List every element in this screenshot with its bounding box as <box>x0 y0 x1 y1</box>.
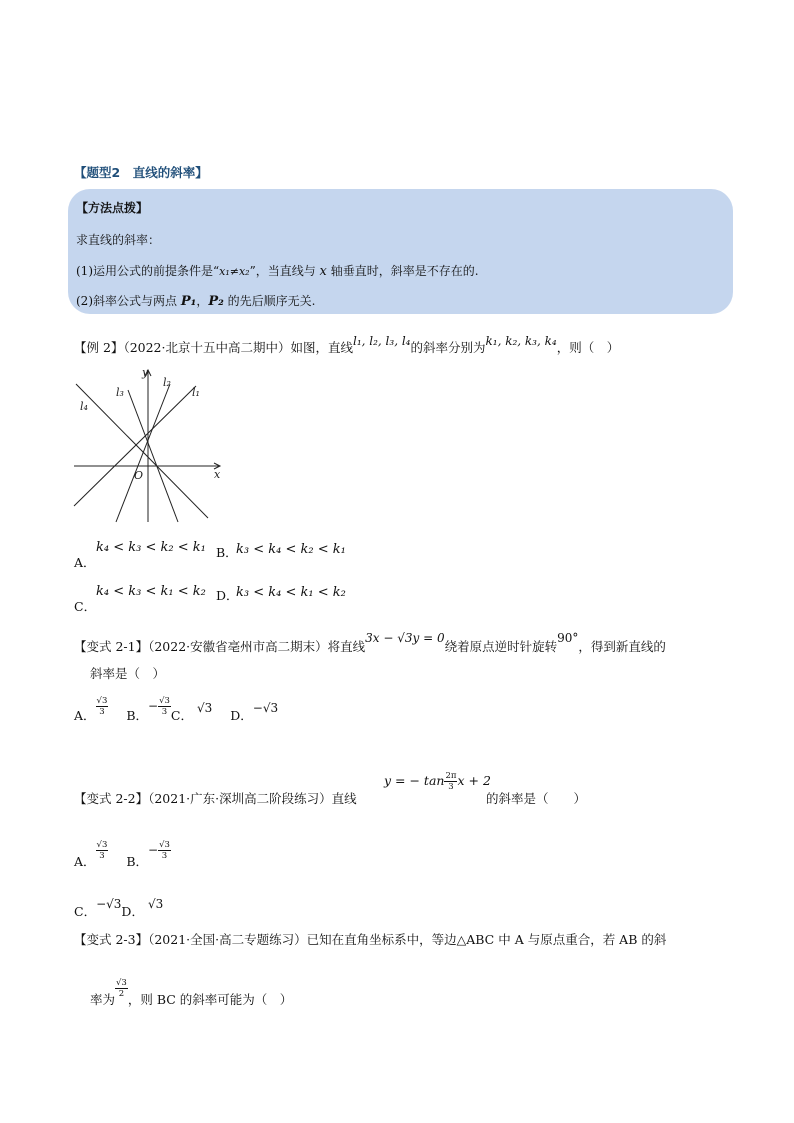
method-point-1: (1)运用公式的前提条件是“x₁≠x₂”，当直线与 x 轴垂直时，斜率是不存在的. <box>76 264 479 279</box>
example2-option-c-expr: k₄ < k₃ < k₁ < k₂ <box>96 584 206 599</box>
variant22-question-end: 的斜率是（ ） <box>486 791 587 806</box>
variant22-options-ab: A． $\frac{√3}{3}$ B．− $\frac{√3}{3}$ <box>74 840 170 869</box>
l3-label: l₃ <box>116 386 124 399</box>
variant22-options-cd: C．−√3D． √3 <box>74 897 164 919</box>
line-l4 <box>76 384 208 518</box>
example2-option-c: C． <box>74 599 97 614</box>
variant22-option-b-frac: $\frac{√3}{3}$ <box>159 840 170 861</box>
l2-label: l₂ <box>163 376 171 389</box>
example2-option-d-expr: k₃ < k₄ < k₁ < k₂ <box>236 585 346 600</box>
l4-label: l₄ <box>80 400 88 413</box>
variant22-question: 【变式 2-2】（2021·广东·深圳高二阶段练习）直线 <box>74 791 357 806</box>
y-axis-label: y <box>142 366 149 379</box>
line-l3 <box>128 390 178 522</box>
variant22-equation: y = − tan $\frac{2\pi}{3}$ x + 2 <box>384 771 491 792</box>
variant23-question-line2: 率为 $\frac{√3}{2}$ ，则 BC 的斜率可能为（ ） <box>90 978 293 1007</box>
variant21-options: A． $\frac{√3}{3}$ B．− $\frac{√3}{3}$ C． √3 D．−√3 <box>74 696 279 723</box>
example2-option-d: D． <box>216 588 239 603</box>
example2-question: 【例 2】（2022·北京十五中高二期中）如图，直线l₁, l₂, l₃, l₄的斜率分别为k₁, k₂, k₃, k₄，则（ ） <box>74 334 620 355</box>
section-title: 【题型2 直线的斜率】 <box>74 165 208 180</box>
x-axis-label: x <box>214 468 221 481</box>
variant23-frac: $\frac{√3}{2}$ <box>116 978 127 999</box>
example2-option-a-expr: k₄ < k₃ < k₂ < k₁ <box>96 540 206 555</box>
lines-figure <box>70 366 230 524</box>
example2-option-b-expr: k₃ < k₄ < k₂ < k₁ <box>236 542 346 557</box>
line-l1 <box>74 386 196 506</box>
variant23-question: 【变式 2-3】（2021·全国·高二专题练习）已知在直角坐标系中，等边△ABC 中 A 与原点重合，若 AB 的斜 <box>74 932 667 947</box>
variant21-option-b-frac: $\frac{√3}{3}$ <box>159 696 170 717</box>
method-intro: 求直线的斜率： <box>76 233 161 247</box>
variant21-question-line2: 斜率是（ ） <box>90 666 166 681</box>
origin-label: O <box>134 469 144 482</box>
variant21-option-a-frac: $\frac{√3}{3}$ <box>96 696 108 717</box>
variant22-option-a-frac: $\frac{√3}{3}$ <box>96 840 108 861</box>
example2-option-a: A． <box>74 555 96 570</box>
line-l2 <box>116 384 170 522</box>
l1-label: l₁ <box>192 386 200 399</box>
method-point-2: (2)斜率公式与两点 P₁，P₂ 的先后顺序无关. <box>76 294 316 309</box>
variant21-question: 【变式 2-1】（2022·安徽省亳州市高二期末）将直线3x − √3y = 0绕着原点逆时针旋转90°，得到新直线的 <box>74 631 666 654</box>
method-heading: 【方法点拨】 <box>76 201 149 215</box>
example2-option-b: B． <box>216 545 238 560</box>
